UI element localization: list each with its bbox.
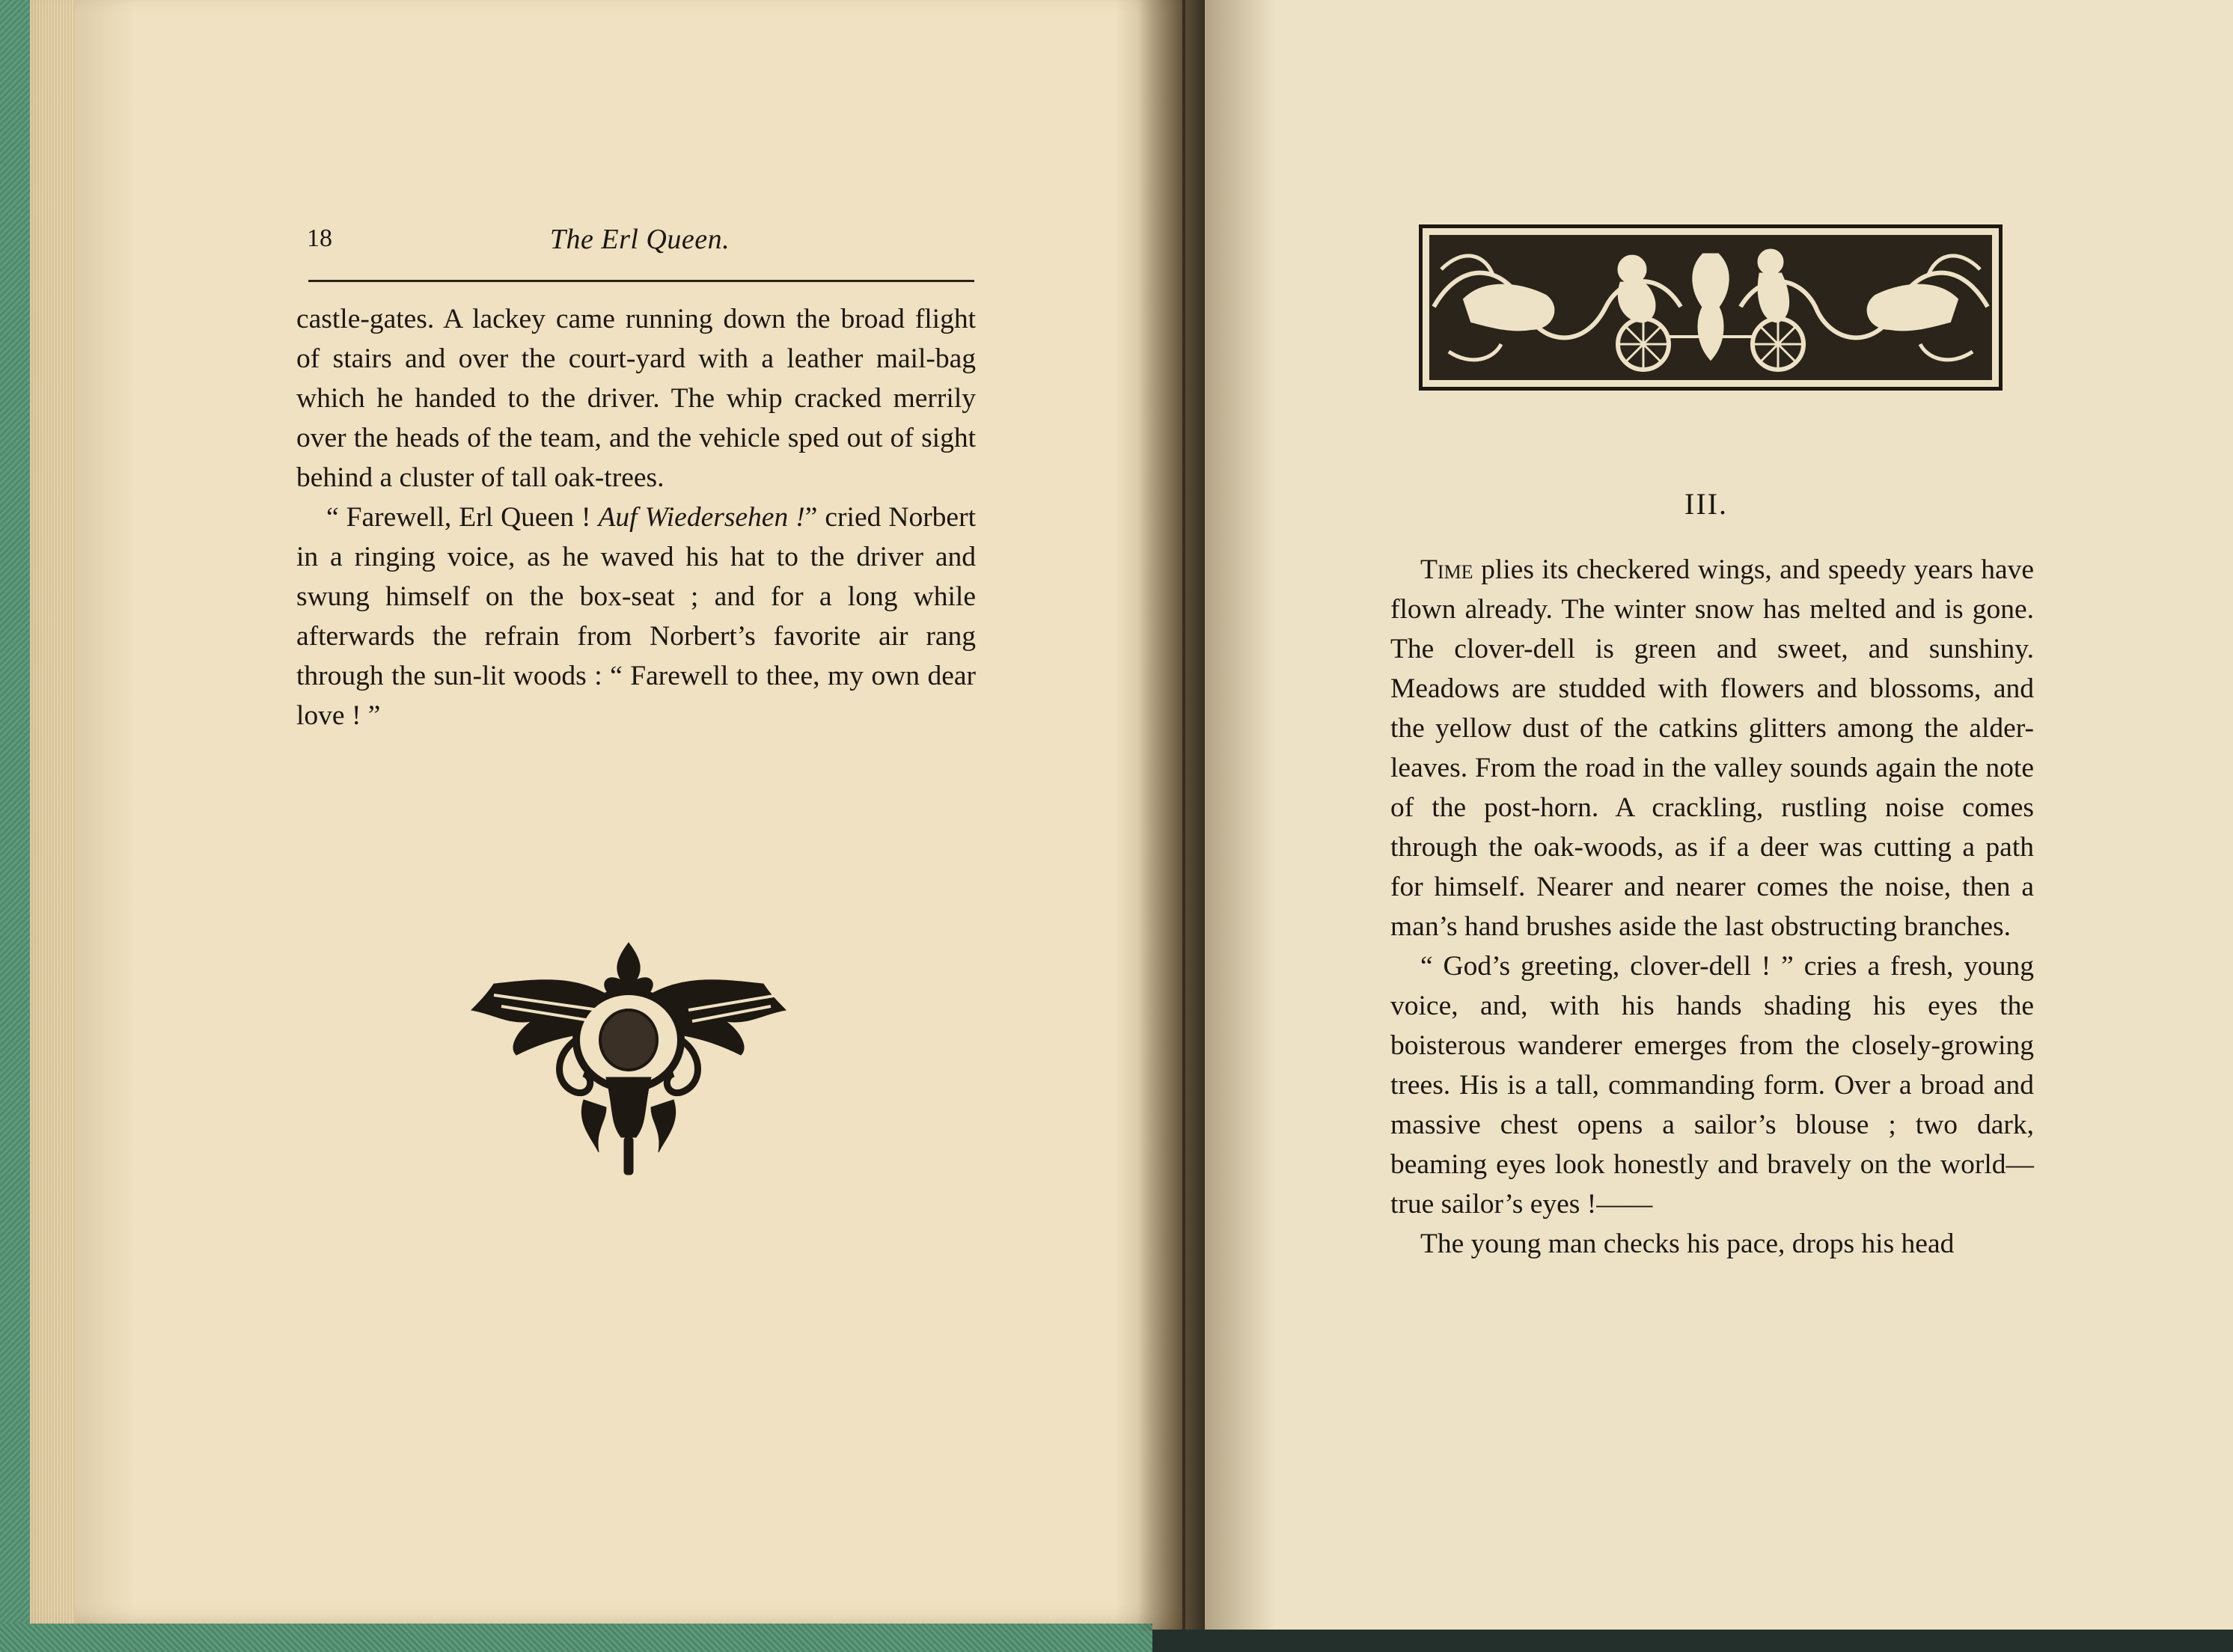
paragraph: The young man checks his pace, drops his head [1420, 1229, 1955, 1259]
paragraph [296, 498, 976, 735]
paragraph-text: plies its checkered wings, and speedy years have flown already. The winter snow has melted and is gone. The clover-dell is green and sweet, and sunshiny. Meadows are studded with flowers and blossoms, and the yellow dust of the catkins glitters among the alder-leaves. From the road in the valley sounds again the note of the post-horn. A crackling, rustling noise comes through the oak-woods, as if a deer was cutting a path for himself. Nearer and nearer comes the noise, then a man’s hand brushes aside the last obstructing branches. [1390, 554, 2034, 942]
quote-rest: cried Norbert in a ringing voice, as he waved his hat to the driver and swung himself on the box-seat ; and for a long while afterwards the refrain from Norbert’s favorite air rang through the sun-lit woods : “ Farewell to thee, my own dear love ! ” [296, 502, 976, 731]
paragraph: castle-gates. A lackey came running down the broad flight of stairs and over the court-yard with a leather mail-bag which he handed to the driver. The whip cracked merrily over the heads of the team, and the vehicle sped out of sight behind a cluster of tall oak-trees. [296, 304, 976, 493]
chapter-opening-word: Time [1420, 554, 1473, 585]
tailpiece-ornament-icon [464, 928, 793, 1182]
running-title: The Erl Queen. [549, 224, 730, 255]
running-head [307, 217, 973, 269]
header-rule [308, 280, 974, 282]
right-page-body [1390, 550, 2034, 1264]
paragraph [1390, 550, 2034, 946]
quote-italic-phrase: Auf Wiedersehen ! [598, 502, 805, 533]
cloth-cover-edge-bottom [0, 1624, 1152, 1652]
page-number: 18 [307, 224, 332, 252]
chapter-number: III. [1684, 487, 1728, 521]
page-stack-edge [30, 0, 75, 1631]
paragraph: “ God’s greeting, clover-dell ! ” cries a fresh, young voice, and, with his hands shading his eyes the boisterous wanderer emerges from the closely-growing trees. His is a tall, commanding form. Over a broad and massive chest opens a sailor’s blouse ; two dark, beaming eyes look honestly and bravely on the world—true sailor’s eyes !—— [1390, 951, 2034, 1220]
quote-open: “ Farewell, Erl Queen ! [326, 502, 599, 533]
left-page-body [296, 299, 976, 735]
chariot-headpiece-ornament-icon [1419, 224, 2003, 391]
quote-close: ” [804, 502, 818, 533]
book-gutter [1137, 0, 1205, 1631]
cover-edge-bottom-right [1152, 1630, 2233, 1652]
